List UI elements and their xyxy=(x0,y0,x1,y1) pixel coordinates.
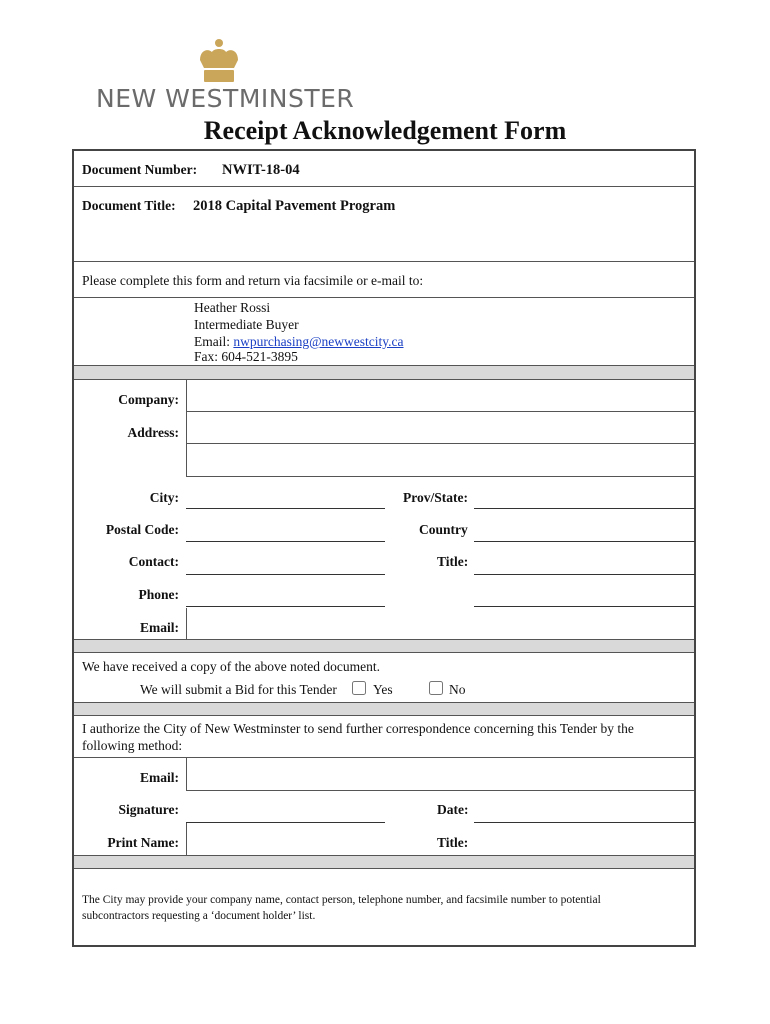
bid-no-checkbox[interactable] xyxy=(429,681,443,695)
divider xyxy=(186,476,694,477)
section-separator xyxy=(74,639,694,653)
email-left-border xyxy=(186,608,187,639)
bid-yes-label: Yes xyxy=(373,682,393,697)
document-title-label: Document Title: xyxy=(82,198,176,213)
address-label: Address: xyxy=(127,425,179,440)
country-underline xyxy=(474,541,695,542)
contact-name: Heather Rossi xyxy=(194,300,271,315)
divider xyxy=(186,411,694,412)
authorize-text-line2: following method: xyxy=(82,738,183,753)
divider xyxy=(74,261,694,262)
divider xyxy=(74,757,694,758)
section-separator xyxy=(74,365,694,380)
authorize-text-line1: I authorize the City of New Westminster to send further correspondence concerning this Tender by the xyxy=(82,721,634,736)
auth-email-input[interactable] xyxy=(190,761,694,789)
footer-note-line2: subcontractors requesting a ‘document holder’ list. xyxy=(82,910,316,922)
contact-underline xyxy=(186,574,385,575)
city-underline xyxy=(186,508,385,509)
phone-underline xyxy=(186,606,385,607)
address-line1-input[interactable] xyxy=(190,414,694,442)
city-label: City: xyxy=(149,490,179,505)
contact-email-line xyxy=(194,334,404,350)
print-name-label: Print Name: xyxy=(107,835,179,850)
city-input[interactable] xyxy=(190,480,386,508)
email-label: Email: xyxy=(140,620,179,635)
document-number-value: NWIT-18-04 xyxy=(222,162,300,178)
crown-icon xyxy=(196,38,242,84)
date-underline xyxy=(474,822,695,823)
received-text: We have received a copy of the above noted document. xyxy=(82,659,381,674)
contact-email-link[interactable]: nwpurchasing@newwestcity.ca xyxy=(233,334,404,349)
signature-underline xyxy=(186,822,385,823)
title-underline xyxy=(474,574,695,575)
signature-label: Signature: xyxy=(118,802,179,817)
bid-yes-checkbox[interactable] xyxy=(352,681,366,695)
title-label: Title: xyxy=(437,554,469,569)
postal-code-underline xyxy=(186,541,385,542)
signature-input[interactable] xyxy=(190,793,386,821)
email-input[interactable] xyxy=(190,610,694,638)
prov-state-underline xyxy=(474,508,695,509)
section-separator xyxy=(74,702,694,716)
auth-email-label: Email: xyxy=(140,770,179,785)
company-input[interactable] xyxy=(190,382,694,410)
phone-label: Phone: xyxy=(138,587,179,602)
contact-fax: Fax: 604-521-3895 xyxy=(194,349,298,364)
document-title-value: 2018 Capital Pavement Program xyxy=(193,198,396,214)
postal-code-input[interactable] xyxy=(190,512,386,540)
prov-state-input[interactable] xyxy=(478,480,696,508)
bid-text: We will submit a Bid for this Tender xyxy=(140,682,337,697)
brand-name: NEW WESTMINSTER xyxy=(96,84,355,113)
divider xyxy=(186,443,694,444)
prov-state-label: Prov/State: xyxy=(403,490,468,505)
country-input[interactable] xyxy=(478,512,696,540)
form-title: Receipt Acknowledgement Form xyxy=(203,116,567,145)
logo xyxy=(196,38,242,84)
phone-input[interactable] xyxy=(190,578,386,606)
divider xyxy=(186,790,694,791)
divider xyxy=(74,186,694,187)
country-label: Country xyxy=(419,522,468,537)
section-separator xyxy=(74,855,694,869)
instructions-text: Please complete this form and return via facsimile or e-mail to: xyxy=(82,273,424,288)
address-line2-input[interactable] xyxy=(190,446,694,474)
print-name-left-border xyxy=(186,823,187,855)
contact-email-prefix: Email: xyxy=(194,334,234,349)
contact-role: Intermediate Buyer xyxy=(194,317,299,332)
phone-secondary-input[interactable] xyxy=(478,578,696,606)
company-label: Company: xyxy=(118,392,179,407)
postal-code-label: Postal Code: xyxy=(105,522,179,537)
auth-field-divider xyxy=(186,758,187,790)
date-label: Date: xyxy=(437,802,469,817)
field-column-divider xyxy=(186,379,187,476)
date-input[interactable] xyxy=(478,793,696,821)
document-number-label: Document Number: xyxy=(82,162,198,177)
bid-no-label: No xyxy=(449,682,466,697)
footer-note-line1: The City may provide your company name, contact person, telephone number, and facsimile number to potential xyxy=(82,894,601,906)
phone-secondary-underline xyxy=(474,606,695,607)
contact-input[interactable] xyxy=(190,545,386,573)
title-input[interactable] xyxy=(478,545,696,573)
auth-title-label: Title: xyxy=(437,835,469,850)
divider xyxy=(74,297,694,298)
contact-label: Contact: xyxy=(128,554,179,569)
